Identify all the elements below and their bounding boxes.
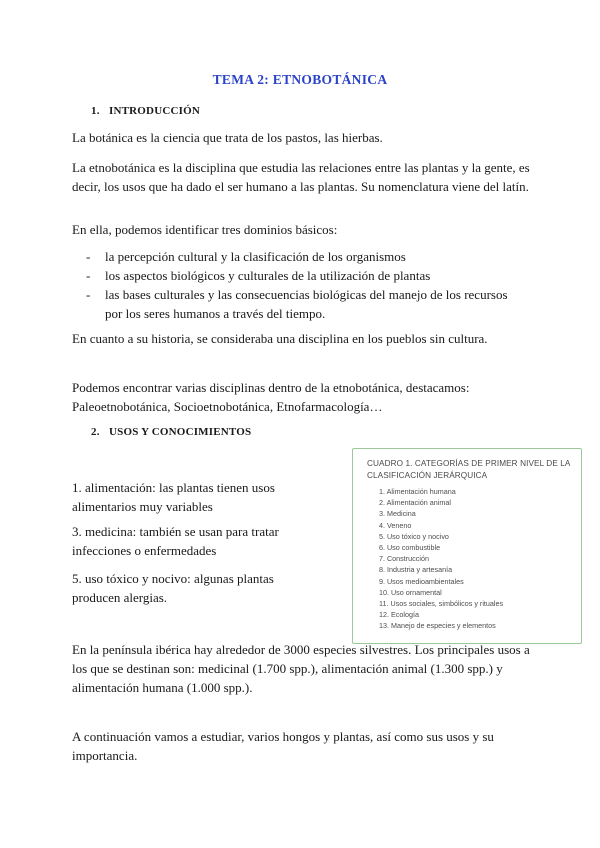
cuadro-item: 1. Alimentación humana xyxy=(379,487,456,496)
cuadro-item: 4. Veneno xyxy=(379,520,412,530)
page-title: TEMA 2: ETNOBOTÁNICA xyxy=(212,72,388,87)
use-item-medicina: 3. medicina: también se usan para tratar infecciones o enfermedades xyxy=(72,524,279,558)
paragraph-etnobotanica: La etnobotánica es la disciplina que estudia las relaciones entre las plantas y la gente, es decir, los usos que ha dado el ser humano a las plantas. Su nomenclatura viene del latín. xyxy=(72,160,530,194)
cuadro-item: 3. Medicina xyxy=(379,509,416,519)
dominios-list xyxy=(72,247,512,323)
cuadro-item: 6. Uso combustible xyxy=(379,543,441,553)
cuadro-item: 8. Industria y artesanía xyxy=(379,565,453,575)
use-item-toxico: 5. uso tóxico y nocivo: algunas plantas producen alergias. xyxy=(72,571,274,605)
section-2-title: USOS Y CONOCIMIENTOS xyxy=(109,426,252,438)
paragraph-historia: En cuanto a su historia, se consideraba una disciplina en los pueblos sin cultura. xyxy=(72,331,488,346)
paragraph-peninsula: En la península ibérica hay alrededor de 3000 especies silvestres. Los principales usos a los que se destinan son: medicinal (1.700 spp.), alimentación animal (1.300 spp.) y alimentación humana (1.000 spp.). xyxy=(72,642,530,695)
cuadro-item: 11. Usos sociales, simbólicos y rituales xyxy=(379,599,504,609)
cuadro-categorias-figure xyxy=(352,448,582,644)
cuadro-item: 10. Uso ornamental xyxy=(379,587,442,597)
section-2-number: 2. xyxy=(91,426,100,438)
cuadro-item: 5. Uso tóxico y nocivo xyxy=(379,531,449,541)
cuadro-item: 12. Ecología xyxy=(379,610,419,620)
cuadro-item: 7. Construcción xyxy=(379,554,429,564)
cuadro-item: 9. Usos medioambientales xyxy=(379,576,464,586)
paragraph-disciplinas: Podemos encontrar varias disciplinas dentro de la etnobotánica, destacamos: Paleoetnobotánica, Socioetnobotánica, Etnofarmacología… xyxy=(72,380,470,414)
cuadro-item: 2. Alimentación animal xyxy=(379,498,451,508)
use-item-alimentacion: 1. alimentación: las plantas tienen usos alimentarios muy variables xyxy=(72,480,275,514)
paragraph-botanica: La botánica es la ciencia que trata de los pastos, las hierbas. xyxy=(72,130,383,145)
paragraph-dominios: En ella, podemos identificar tres dominios básicos: xyxy=(72,222,338,237)
cuadro-item: 13. Manejo de especies y elementos xyxy=(379,621,496,631)
paragraph-continuacion: A continuación vamos a estudiar, varios hongos y plantas, así como sus usos y su importancia. xyxy=(72,729,494,763)
section-1-number: 1. xyxy=(91,105,100,117)
cuadro-caption: CUADRO 1. CATEGORÍAS DE PRIMER NIVEL DE LA CLASIFICACIÓN JERÁRQUICA xyxy=(367,459,571,480)
list-item: - la percepción cultural y la clasificación de los organismos xyxy=(86,249,406,264)
list-item: - las bases culturales y las consecuencias biológicas del manejo de los recursos por los seres humanos a través del tiempo. xyxy=(86,287,508,321)
section-1-title: INTRODUCCIÓN xyxy=(109,105,201,117)
section-2-heading xyxy=(91,426,251,438)
section-1-heading xyxy=(91,105,200,117)
cuadro-list xyxy=(379,486,503,632)
list-item: - los aspectos biológicos y culturales de la utilización de plantas xyxy=(86,268,431,283)
